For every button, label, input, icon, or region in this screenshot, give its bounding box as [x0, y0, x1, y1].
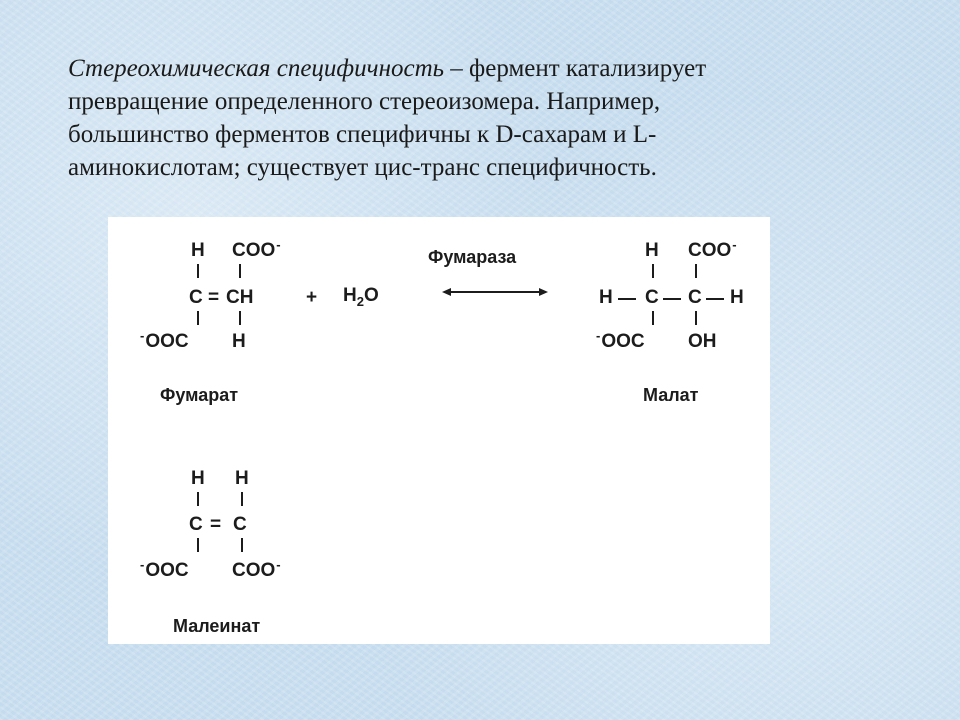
malate-bond-coo-c2 [695, 264, 697, 278]
malate-c1: C [645, 287, 659, 308]
maleate-name: Малеинат [173, 616, 261, 636]
malate-bond-h-left [618, 298, 636, 300]
malate-name: Малат [643, 385, 699, 405]
maleate-bond-c1-ooc [197, 538, 199, 552]
malate-bond-h-c1 [652, 264, 654, 278]
paragraph-line-1: Стереохимическая специфичность – фермент катализирует [68, 55, 707, 82]
malate-oh: OH [688, 331, 717, 352]
fumarate-name: Фумарат [160, 385, 239, 405]
double-arrow-icon [442, 285, 548, 299]
paragraph-line-3: большинство ферментов специфичны к D-сахарам и L- [68, 121, 657, 148]
term-stereochemical-specificity: Стереохимическая специфичность [68, 55, 445, 82]
maleate-coo: COO- [232, 557, 281, 581]
malate-h-top: H [645, 240, 659, 261]
plus-sign: + [306, 287, 318, 308]
maleate-bond-c2-coo [241, 538, 243, 552]
fumarate-coo-top: COO- [232, 237, 281, 261]
slide-paragraph [68, 52, 888, 184]
fumarate-ooc-bottom: -OOC [140, 328, 189, 352]
fumarate-bond-ch-h [239, 311, 241, 325]
malate-h-left: H [599, 287, 613, 308]
malate-c2: C [688, 287, 702, 308]
maleate-double-bond: = [210, 514, 222, 535]
malate-coo-top: COO- [688, 237, 737, 261]
fumarate-h-top: H [191, 240, 205, 261]
maleate-c2: C [233, 514, 247, 535]
fumarate-double-bond: = [208, 287, 220, 308]
maleate-bond-h1-c1 [197, 492, 199, 506]
malate-bond-c1-ooc [652, 311, 654, 325]
malate-bond-c1-c2 [663, 298, 681, 300]
enzyme-fumarase-label: Фумараза [428, 247, 517, 267]
reaction-figure [108, 217, 770, 644]
malate-bond-h-right [706, 298, 724, 300]
maleate-bond-h2-c2 [241, 492, 243, 506]
fumarate-bond-h-c [197, 264, 199, 278]
malate-ooc-bottom: -OOC [596, 328, 645, 352]
fumarate-ch: CH [226, 287, 254, 308]
fumarate-bond-c-ooc [197, 311, 199, 325]
paragraph-line-2: превращение определенного стереоизомера. Например, [68, 88, 661, 115]
maleate-h2: H [235, 468, 249, 489]
malate-h-right: H [730, 287, 744, 308]
maleate-ooc: -OOC [140, 557, 189, 581]
malate-bond-c2-oh [695, 311, 697, 325]
water-formula: $H_2O$ [343, 285, 379, 309]
fumarate-h-bottom: H [232, 331, 246, 352]
maleate-c1: C [189, 514, 203, 535]
maleate-h1: H [191, 468, 205, 489]
fumarate-c-left: C [189, 287, 203, 308]
paragraph-line-4: аминокислотам; существует цис-транс специфичность. [68, 154, 657, 181]
fumarate-bond-coo-ch [239, 264, 241, 278]
